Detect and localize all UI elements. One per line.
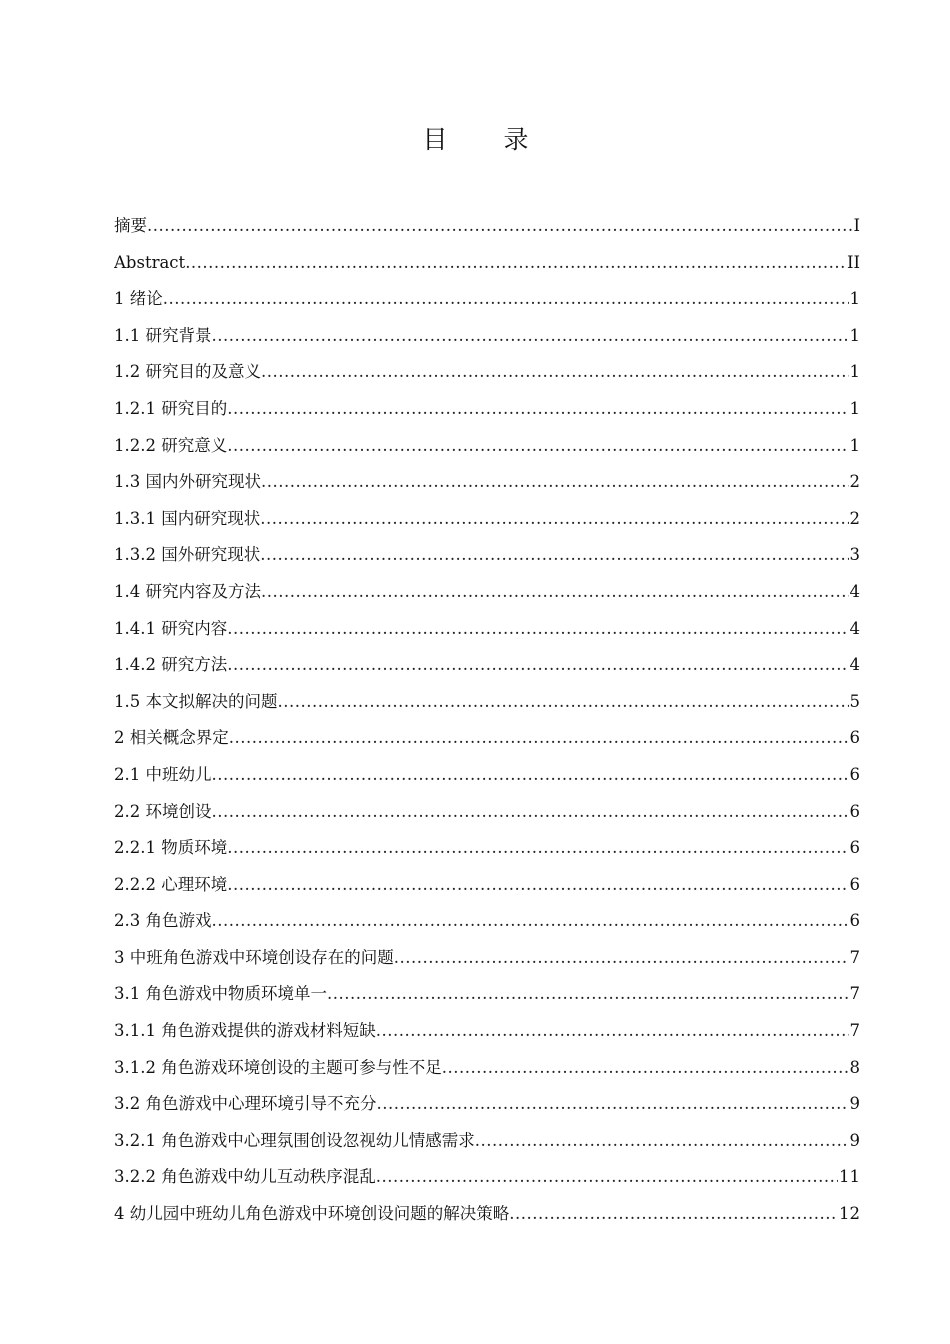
toc-dot-leader xyxy=(227,830,848,867)
toc-entry-label: 1.2.2 研究意义 xyxy=(114,435,228,455)
toc-entry[interactable] xyxy=(114,208,860,245)
toc-dot-leader xyxy=(260,501,848,538)
toc-entry-label: 2 相关概念界定 xyxy=(114,728,229,748)
toc-entry[interactable] xyxy=(114,647,860,684)
toc-entry-label: 1.3.1 国内研究现状 xyxy=(114,508,261,528)
toc-entry[interactable] xyxy=(114,537,860,574)
toc-entry[interactable] xyxy=(114,1123,860,1160)
toc-entry-label: Abstract xyxy=(114,252,186,272)
toc-entry-label: 4 幼儿园中班幼儿角色游戏中环境创设问题的解决策略 xyxy=(114,1204,510,1224)
toc-entry[interactable] xyxy=(114,1050,860,1087)
toc-entry-page-number: 5 xyxy=(849,691,860,711)
toc-dot-leader xyxy=(227,391,848,428)
toc-dot-leader xyxy=(261,354,849,391)
toc-entry-label: 3.2.1 角色游戏中心理氛围创设忽视幼儿情感需求 xyxy=(114,1130,475,1150)
toc-entry[interactable] xyxy=(114,903,860,940)
toc-entry-label: 1.3 国内外研究现状 xyxy=(114,472,261,492)
toc-entry-page-number: 3 xyxy=(849,545,860,565)
toc-dot-leader xyxy=(227,611,848,648)
toc-dot-leader xyxy=(394,940,849,977)
toc-dot-leader xyxy=(261,574,849,611)
toc-entry-label: 2.2.2 心理环境 xyxy=(114,874,228,894)
toc-dot-leader xyxy=(229,720,849,757)
toc-dot-leader xyxy=(227,867,848,904)
toc-entry-label: 2.2 环境创设 xyxy=(114,801,212,821)
toc-entry-page-number: 1 xyxy=(849,325,860,345)
toc-entry-page-number: 2 xyxy=(849,472,860,492)
toc-entry-page-number: 9 xyxy=(849,1094,860,1114)
toc-entry[interactable] xyxy=(114,684,860,721)
toc-entry[interactable] xyxy=(114,976,860,1013)
toc-title: 目 录 xyxy=(422,125,553,154)
toc-entry-label: 3.1 角色游戏中物质环境单一 xyxy=(114,984,327,1004)
toc-entry-page-number: 1 xyxy=(849,398,860,418)
toc-entry[interactable] xyxy=(114,464,860,501)
toc-entry-page-number: 6 xyxy=(849,911,860,931)
toc-entry-page-number: 6 xyxy=(849,838,860,858)
toc-entry[interactable] xyxy=(114,830,860,867)
toc-dot-leader xyxy=(261,464,849,501)
toc-dot-leader xyxy=(227,428,848,465)
toc-entry[interactable] xyxy=(114,281,860,318)
toc-entry-label: 3.1.1 角色游戏提供的游戏材料短缺 xyxy=(114,1021,376,1041)
toc-entry-page-number: 9 xyxy=(849,1130,860,1150)
toc-entry-label: 1.2 研究目的及意义 xyxy=(114,362,261,382)
toc-dot-leader xyxy=(212,318,849,355)
toc-entry[interactable] xyxy=(114,757,860,794)
toc-dot-leader xyxy=(376,1159,838,1196)
toc-entry-label: 1.1 研究背景 xyxy=(114,325,212,345)
toc-entry-label: 3.2 角色游戏中心理环境引导不充分 xyxy=(114,1094,377,1114)
toc-entry-label: 1.3.2 国外研究现状 xyxy=(114,545,261,565)
toc-entry-label: 1.4 研究内容及方法 xyxy=(114,581,261,601)
toc-entry[interactable] xyxy=(114,720,860,757)
toc-entry-page-number: 1 xyxy=(849,289,860,309)
toc-entry-page-number: 6 xyxy=(849,874,860,894)
toc-entry[interactable] xyxy=(114,794,860,831)
toc-entry[interactable] xyxy=(114,245,860,282)
toc-dot-leader xyxy=(212,903,849,940)
toc-entry-page-number: 2 xyxy=(849,508,860,528)
toc-entry[interactable] xyxy=(114,391,860,428)
toc-dot-leader xyxy=(327,976,849,1013)
toc-entry-page-number: I xyxy=(853,216,860,235)
toc-entry-page-number: 11 xyxy=(839,1167,860,1187)
toc-entry-page-number: 12 xyxy=(839,1204,860,1224)
toc-entry[interactable] xyxy=(114,501,860,538)
toc-entry-page-number: 6 xyxy=(849,801,860,821)
toc-entry[interactable] xyxy=(114,354,860,391)
toc-entry[interactable] xyxy=(114,574,860,611)
toc-entry[interactable] xyxy=(114,318,860,355)
toc-dot-leader xyxy=(163,281,849,318)
toc-entry-label: 1.4.2 研究方法 xyxy=(114,655,228,675)
toc-entry-page-number: 1 xyxy=(849,435,860,455)
toc-entry-page-number: 7 xyxy=(849,1021,860,1041)
toc-entry-page-number: 4 xyxy=(849,655,860,675)
toc-entry-label: 1.4.1 研究内容 xyxy=(114,618,228,638)
toc-entry-page-number: 4 xyxy=(849,581,860,601)
toc-dot-leader xyxy=(376,1013,849,1050)
toc-entry[interactable] xyxy=(114,867,860,904)
toc-list xyxy=(114,208,860,1233)
toc-entry-page-number: 6 xyxy=(849,764,860,784)
toc-entry-page-number: 8 xyxy=(849,1057,860,1077)
toc-entry-label: 3 中班角色游戏中环境创设存在的问题 xyxy=(114,947,394,967)
toc-entry-label: 1.5 本文拟解决的问题 xyxy=(114,691,278,711)
toc-entry[interactable] xyxy=(114,1159,860,1196)
toc-entry-label: 3.1.2 角色游戏环境创设的主题可参与性不足 xyxy=(114,1057,442,1077)
toc-dot-leader xyxy=(442,1050,849,1087)
toc-entry-page-number: 1 xyxy=(849,362,860,382)
toc-dot-leader xyxy=(475,1123,849,1160)
toc-dot-leader xyxy=(147,208,852,245)
toc-entry-page-number: 7 xyxy=(849,947,860,967)
toc-entry[interactable] xyxy=(114,1196,860,1233)
toc-entry-page-number: 4 xyxy=(849,618,860,638)
toc-entry[interactable] xyxy=(114,1013,860,1050)
toc-entry-label: 1 绪论 xyxy=(114,289,163,309)
toc-entry-page-number: 6 xyxy=(849,728,860,748)
toc-entry-label: 摘要 xyxy=(114,216,147,235)
toc-dot-leader xyxy=(212,794,849,831)
toc-entry-label: 1.2.1 研究目的 xyxy=(114,398,228,418)
toc-dot-leader xyxy=(227,647,848,684)
toc-entry[interactable] xyxy=(114,611,860,648)
toc-dot-leader xyxy=(509,1196,838,1233)
toc-entry-label: 2.3 角色游戏 xyxy=(114,911,212,931)
toc-entry-label: 2.2.1 物质环境 xyxy=(114,838,228,858)
toc-entry[interactable] xyxy=(114,940,860,977)
toc-entry-label: 2.1 中班幼儿 xyxy=(114,764,212,784)
toc-dot-leader xyxy=(212,757,849,794)
toc-entry-page-number: II xyxy=(846,252,860,272)
toc-entry-page-number: 7 xyxy=(849,984,860,1004)
toc-entry[interactable] xyxy=(114,1086,860,1123)
toc-dot-leader xyxy=(377,1086,849,1123)
toc-dot-leader xyxy=(185,245,846,282)
toc-entry[interactable] xyxy=(114,428,860,465)
toc-dot-leader xyxy=(278,684,849,721)
toc-dot-leader xyxy=(260,537,848,574)
toc-entry-label: 3.2.2 角色游戏中幼儿互动秩序混乱 xyxy=(114,1167,376,1187)
